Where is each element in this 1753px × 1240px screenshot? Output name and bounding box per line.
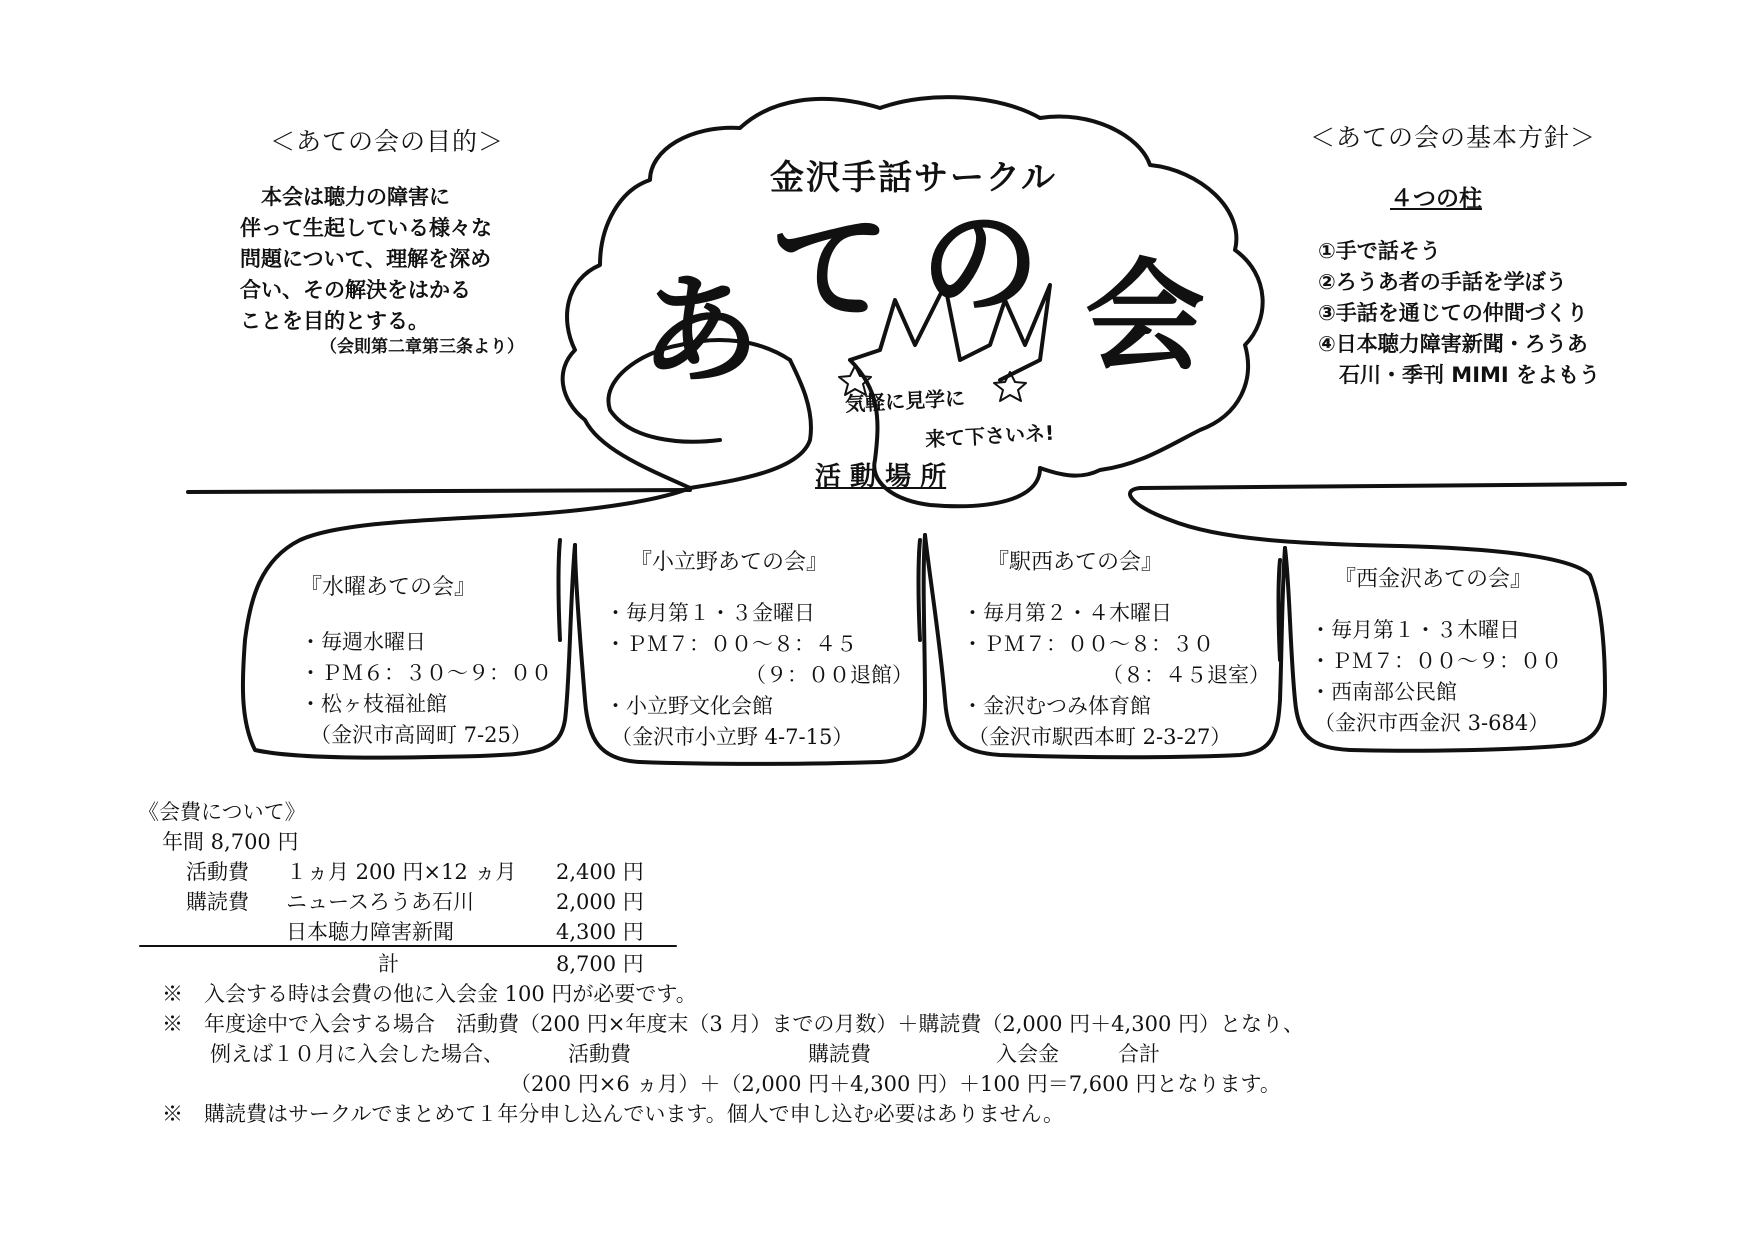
group-box-kodatsuno: 『小立野あての会』 ・毎月第１・３金曜日 ・ＰＭ７：００～８：４５ （９：００退館） ・小立野文化会館 （金沢市小立野 4-7-15）	[605, 545, 913, 753]
fee-note: ※ 年度途中で入会する場合 活動費（200 円×年度末（3 月）までの月数）＋購読費（2,000 円＋4,300 円）となり、	[162, 1012, 1304, 1036]
fees-heading: 《会費について》	[138, 800, 306, 824]
group-box-nishikanazawa: 『西金沢あての会』 ・毎月第１・３木曜日 ・ＰＭ７：００～９：００ ・西南部公民館 （金沢市西金沢 3-684）	[1310, 562, 1562, 739]
big-char-kai: 会	[1085, 248, 1205, 387]
policy-item: ②ろうあ者の手話を学ぼう	[1318, 270, 1567, 294]
ground-line-right	[1140, 484, 1625, 488]
policy-item: ③手話を通じての仲間づくり	[1318, 301, 1588, 325]
invite-mark: !	[1044, 420, 1055, 446]
example-intro: 例えば１０月に入会した場合、	[210, 1042, 504, 1066]
fee-row-item: 日本聴力障害新聞	[286, 920, 454, 944]
fee-note: ※ 入会する時は会費の他に入会金 100 円が必要です。	[162, 982, 697, 1006]
policy-item: 石川・季刊 MIMI をよもう	[1318, 363, 1601, 387]
big-char-te: て	[770, 200, 890, 339]
purpose-title: ＜あての会の目的＞	[270, 127, 505, 156]
example-label-entry: 入会金	[996, 1042, 1059, 1066]
fee-row-amount: 2,000 円	[556, 890, 644, 914]
big-char-no: の	[920, 195, 1040, 334]
group-name: 『水曜あての会』	[300, 575, 477, 600]
example-label-activity: 活動費	[568, 1042, 631, 1066]
fee-total-label: 計	[378, 952, 399, 976]
fee-row-category: 購読費	[186, 890, 249, 914]
fee-total-amount: 8,700 円	[556, 952, 644, 976]
circle-name: 金沢手話サークル	[770, 158, 1057, 198]
invite-line-2: 来て下さいネ!	[924, 420, 1055, 452]
example-label-subscription: 購読費	[808, 1042, 871, 1066]
group-box-ekinishi: 『駅西あての会』 ・毎月第２・４木曜日 ・ＰＭ７：００～８：３０ （８：４５退室） ・金沢むつみ体育館 （金沢市駅西本町 2-3-27）	[962, 545, 1270, 753]
places-label: 活 動 場 所	[815, 462, 947, 492]
fee-row-amount: 4,300 円	[556, 920, 644, 944]
fee-row-category: 活動費	[186, 860, 249, 884]
fee-row-amount: 2,400 円	[556, 860, 644, 884]
big-char-a: あ	[640, 262, 760, 401]
fee-row-item: １ヵ月 200 円×12 ヵ月	[286, 860, 517, 884]
policy-list	[1318, 236, 1600, 391]
policy-title: ＜あての会の基本方針＞	[1310, 123, 1597, 152]
example-label-total: 合計	[1118, 1042, 1160, 1066]
fee-final-note: ※ 購読費はサークルでまとめて１年分申し込んでいます。個人で申し込む必要はありません。	[162, 1102, 1064, 1126]
fee-row-item: ニュースろうあ石川	[286, 890, 474, 914]
example-formula: （200 円×6 ヵ月）＋（2,000 円＋4,300 円）＋100 円＝7,600 円となります。	[510, 1072, 1281, 1096]
group-name: 『西金沢あての会』	[1334, 567, 1533, 592]
policy-subtitle: ４つの柱	[1390, 186, 1482, 212]
group-name: 『小立野あての会』	[630, 550, 829, 575]
group-name: 『駅西あての会』	[987, 550, 1164, 575]
policy-item: ①手で話そう	[1318, 239, 1441, 263]
purpose-text: 本会は聴力の障害に 伴って生起している様々な 問題について、理解を深め 合い、その解決をはかる ことを目的とする。	[240, 185, 492, 333]
purpose-source: （会則第二章第三条より）	[320, 337, 524, 357]
policy-item: ④日本聴力障害新聞・ろうあ	[1318, 332, 1588, 356]
ground-line-left	[188, 490, 690, 492]
group-box-wednesday: 『水曜あての会』 ・毎週水曜日 ・ＰＭ６：３０～９：００ ・松ヶ枝福祉館 （金沢市高岡町 7-25）	[300, 570, 552, 751]
invite-line-1: 気軽に見学に	[844, 385, 966, 417]
fees-annual: 年間 8,700 円	[162, 830, 299, 854]
